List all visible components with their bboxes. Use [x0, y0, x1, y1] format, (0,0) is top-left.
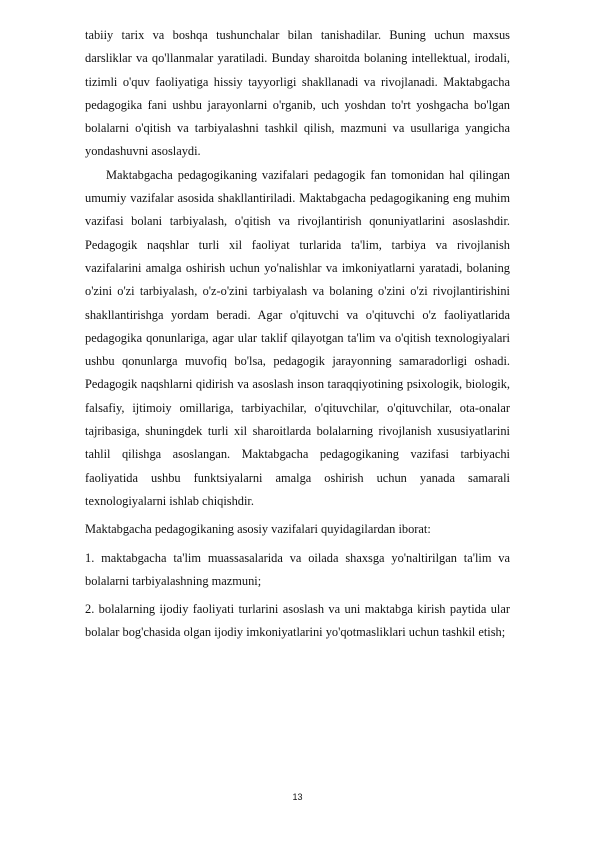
- paragraph-tasks: Maktabgacha pedagogikaning vazifalari pedagogik fan tomonidan hal qilingan umumiy vazifalar asosida shakllantiriladi. Maktabgacha pedagogikaning eng muhim vazifasi bolani tarbiyalash, o'qitish va rivojlantirish qonuniyatlarini asoslashdir. Pedagogik naqshlar turli xil faoliyat turlarida ta'lim, tarbiya va rivojlanish vazifalarini amalga oshirish uchun yo'nalishlar va imkoniyatlarni yaratadi, bolaning o'zini o'zi tarbiyalash, o'z-o'zini tarbiyalash va bolaning o'zini o'zi rivojlantirishini shakllantirishga yordam beradi. Agar o'qituvchi va o'qituvchi o'z faoliyatlarida pedagogika qonunlariga, agar ular taklif qilayotgan ta'lim va o'qitish texnologiyalari ushbu qonunlarga muvofiq bo'lsa, pedagogik jarayonning samaradorligi oshadi. Pedagogik naqshlarni qidirish va asoslash inson taraqqiyotining psixologik, biologik, falsafiy, ijtimoiy omillariga, tarbiyachilar, o'qituvchilar, o'qituvchilar, ota-onalar tajribasiga, shuningdek turli xil sharoitlarda bolalarning rivojlanish xususiyatlarini tahlil qilishga asoslangan. Maktabgacha pedagogikaning vazifasi tarbiyachi faoliyatida ushbu funktsiyalarni amalga oshirish uchun yanada samarali texnologiyalarni ishlab chiqishdir.: [85, 167, 510, 508]
- list-item-1: 1. maktabgacha ta'lim muassasalarida va oilada shaxsga yo'naltirilgan ta'lim va bolalarni tarbiyalashning mazmuni;: [85, 550, 510, 588]
- paragraph-main-tasks-heading: Maktabgacha pedagogikaning asosiy vazifalari quyidagilardan iborat:: [85, 522, 431, 537]
- list-item-2: 2. bolalarning ijodiy faoliyati turlarini asoslash va uni maktabga kirish paytida ular bolalar bog'chasida olgan ijodiy imkoniyatlarini yo'qotmasliklari uchun tashkil etish;: [85, 602, 510, 640]
- paragraph-intro: tabiiy tarix va boshqa tushunchalar bilan tanishadilar. Buning uchun maxsus darsliklar va qo'llanmalar yaratiladi. Bunday sharoitda bolaning intellektual, irodali, tizimli o'quv faoliyatiga hissiy tayyorligi shakllanadi va rivojlanadi. Maktabgacha pedagogika fani ushbu jarayonlarni o'rganib, uch yoshdan to'rt yoshgacha bo'lgan bolalarni o'qitish va tarbiyalashni tashkil qilish, mazmuni va usullariga yangicha yondashuvni asoslaydi.: [85, 28, 510, 159]
- document-page: [85, 24, 510, 645]
- page-number: 13: [292, 792, 303, 802]
